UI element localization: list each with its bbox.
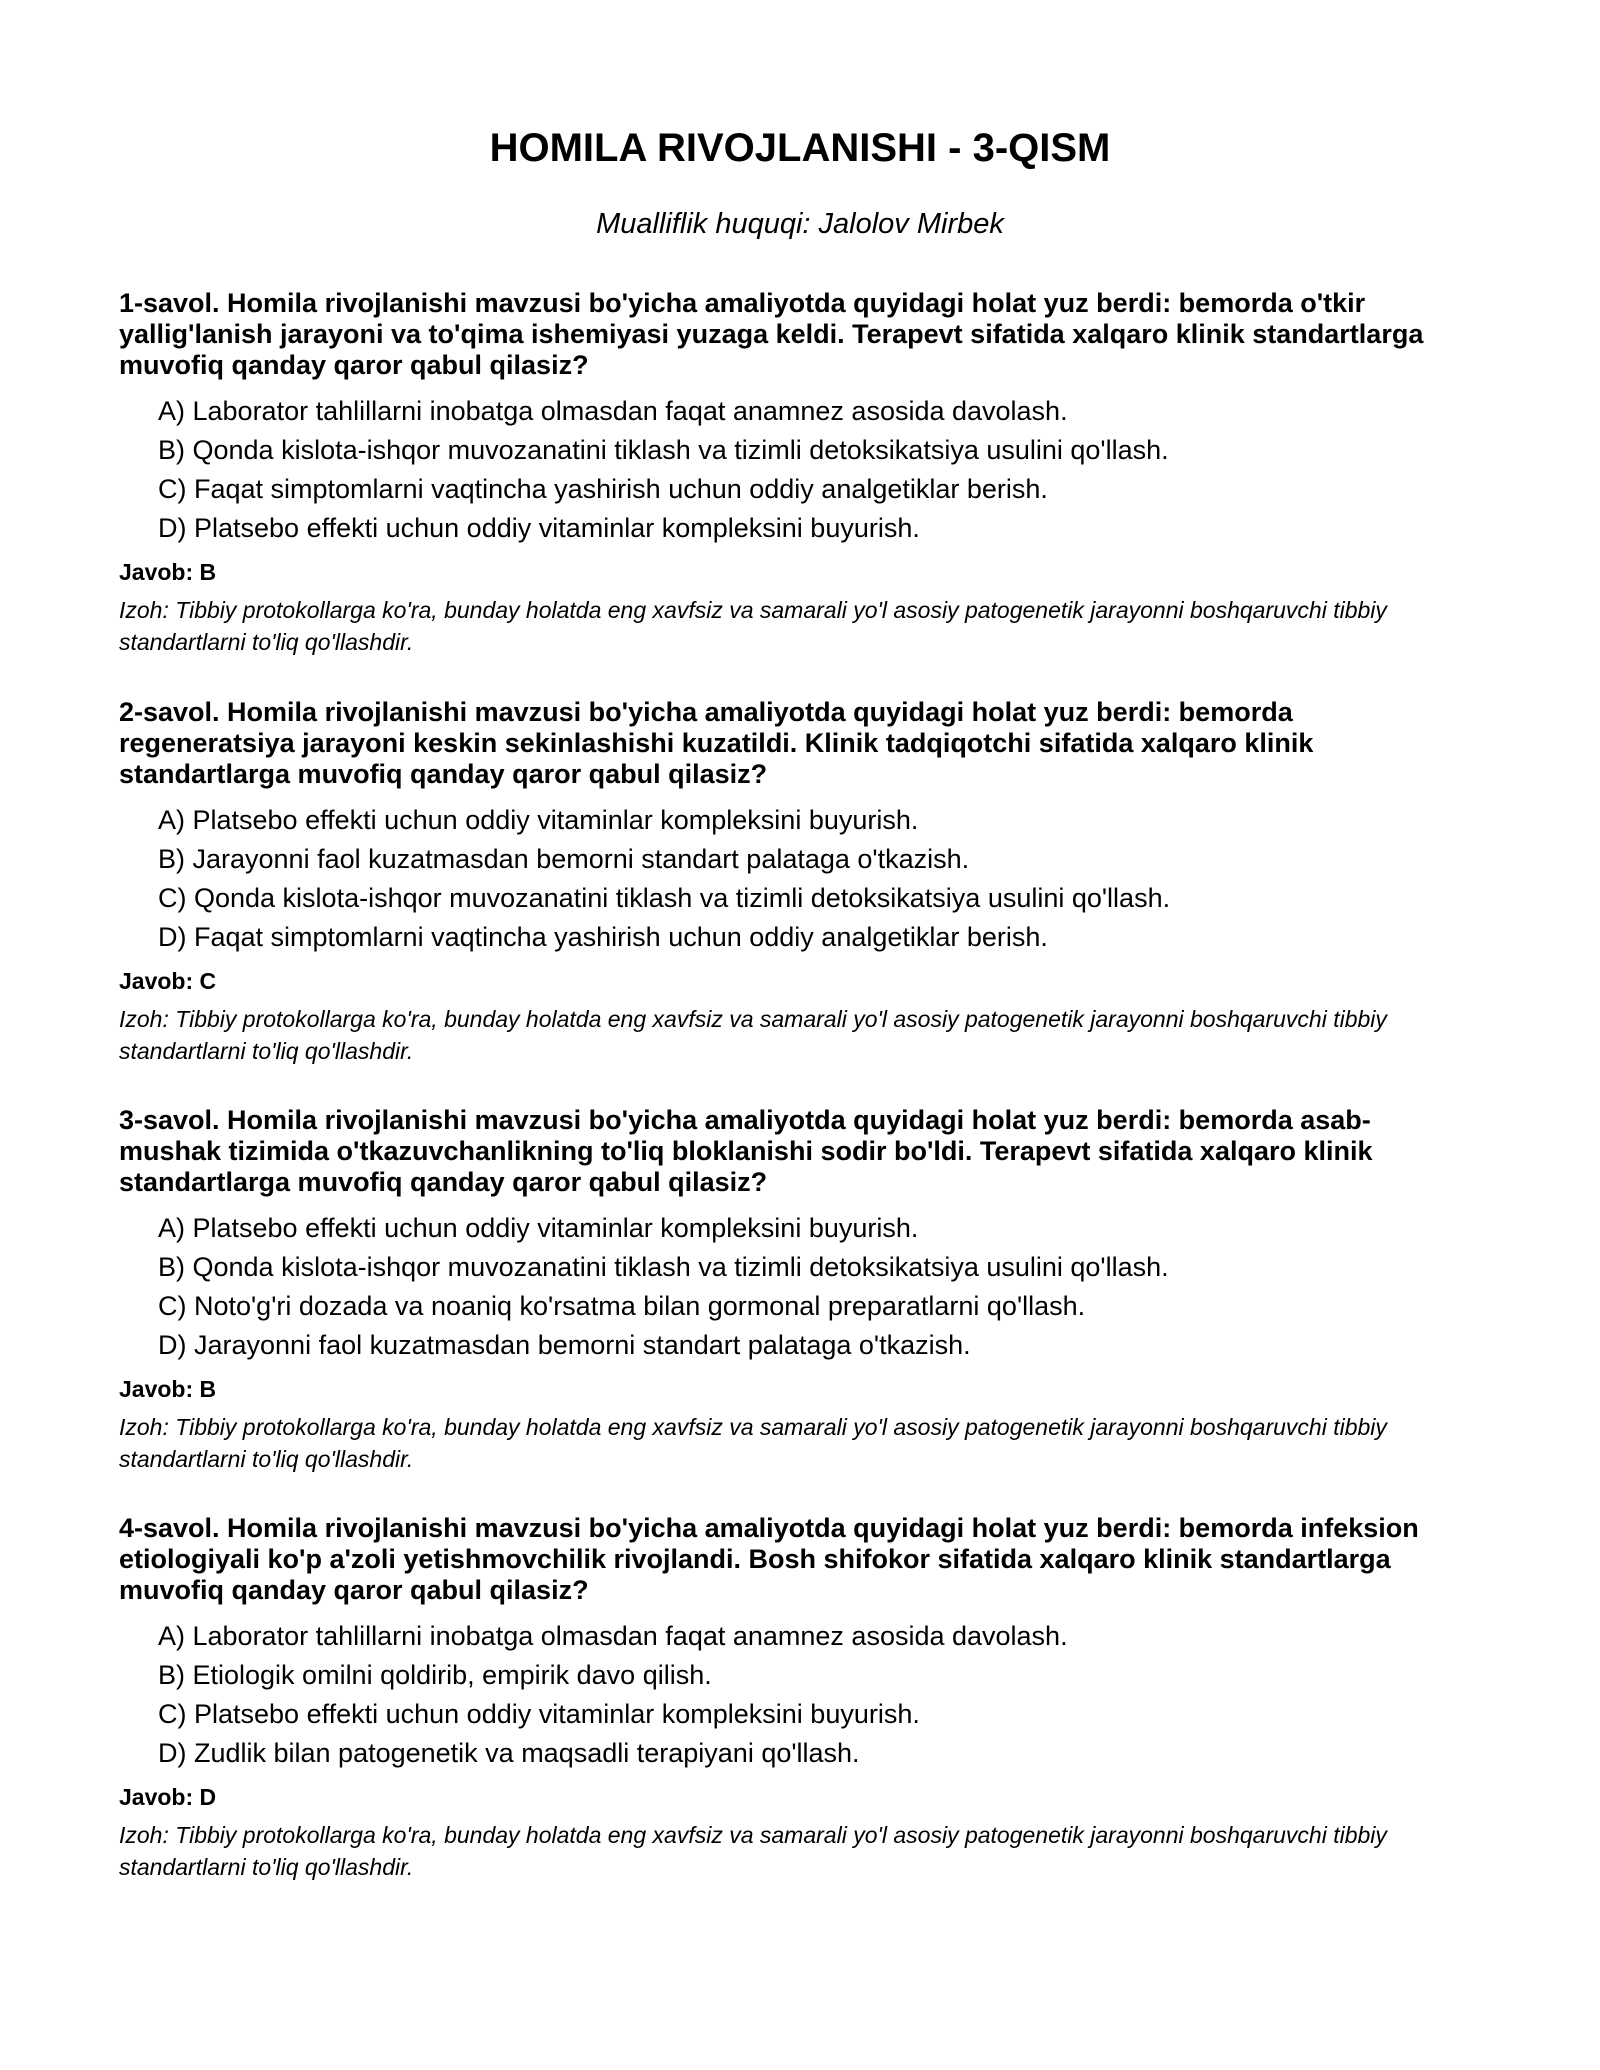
question-4 xyxy=(119,1513,1469,1883)
option-d: D) Faqat simptomlarni vaqtincha yashirish uchun oddiy analgetiklar berish. xyxy=(158,922,1048,952)
explanation: Izoh: Tibbiy protokollarga ko'ra, bunday holatda eng xavfsiz va samarali yo'l asosiy patogenetik jarayonni boshqaruvchi tibbiy standartlarni to'liq qo'llashdir. xyxy=(119,1006,1387,1064)
question-3 xyxy=(119,1105,1469,1475)
document-title: HOMILA RIVOJLANISHI - 3-QISM xyxy=(489,126,1111,170)
answer: Javob: B xyxy=(119,1376,217,1402)
document-subtitle: Mualliflik huquqi: Jalolov Mirbek xyxy=(596,208,1004,240)
option-c: C) Faqat simptomlarni vaqtincha yashirish uchun oddiy analgetiklar berish. xyxy=(158,474,1048,504)
options-list xyxy=(119,801,1469,957)
option-c: C) Qonda kislota-ishqor muvozanatini tiklash va tizimli detoksikatsiya usulini qo'llash. xyxy=(158,883,1171,913)
option-a: A) Laborator tahlillarni inobatga olmasdan faqat anamnez asosida davolash. xyxy=(158,396,1068,426)
answer: Javob: B xyxy=(119,559,217,585)
explanation: Izoh: Tibbiy protokollarga ko'ra, bunday holatda eng xavfsiz va samarali yo'l asosiy patogenetik jarayonni boshqaruvchi tibbiy standartlarni to'liq qo'llashdir. xyxy=(119,1414,1387,1472)
options-list xyxy=(119,392,1469,548)
option-a: A) Laborator tahlillarni inobatga olmasdan faqat anamnez asosida davolash. xyxy=(158,1621,1068,1651)
option-c: C) Platsebo effekti uchun oddiy vitaminlar kompleksini buyurish. xyxy=(158,1699,920,1729)
explanation: Izoh: Tibbiy protokollarga ko'ra, bunday holatda eng xavfsiz va samarali yo'l asosiy patogenetik jarayonni boshqaruvchi tibbiy standartlarni to'liq qo'llashdir. xyxy=(119,1822,1387,1880)
option-b: B) Etiologik omilni qoldirib, empirik davo qilish. xyxy=(158,1660,712,1690)
option-c: C) Noto'g'ri dozada va noaniq ko'rsatma bilan gormonal preparatlarni qo'llash. xyxy=(158,1291,1086,1321)
options-list xyxy=(119,1209,1469,1365)
option-a: A) Platsebo effekti uchun oddiy vitaminlar kompleksini buyurish. xyxy=(158,1213,919,1243)
question-1 xyxy=(119,288,1469,658)
option-b: B) Jarayonni faol kuzatmasdan bemorni standart palataga o'tkazish. xyxy=(158,844,970,874)
question-text: 2-savol. Homila rivojlanishi mavzusi bo'yicha amaliyotda quyidagi holat yuz berdi: bemorda regeneratsiya jarayoni keskin sekinlashishi kuzatildi. Klinik tadqiqotchi sifatida xalqaro klinik standartlarga muvofiq qanday qaror qabul qilasiz? xyxy=(119,697,1314,789)
option-d: D) Zudlik bilan patogenetik va maqsadli terapiyani qo'llash. xyxy=(158,1738,860,1768)
option-d: D) Jarayonni faol kuzatmasdan bemorni standart palataga o'tkazish. xyxy=(158,1330,971,1360)
options-list xyxy=(119,1617,1469,1773)
question-text: 3-savol. Homila rivojlanishi mavzusi bo'yicha amaliyotda quyidagi holat yuz berdi: bemorda asab-mushak tizimida o'tkazuvchanlikning to'liq bloklanishi sodir bo'ldi. Terapevt sifatida xalqaro klinik standartlarga muvofiq qanday qaror qabul qilasiz? xyxy=(119,1105,1373,1197)
option-b: B) Qonda kislota-ishqor muvozanatini tiklash va tizimli detoksikatsiya usulini qo'llash. xyxy=(158,435,1169,465)
question-2 xyxy=(119,697,1469,1067)
answer: Javob: D xyxy=(119,1784,217,1810)
question-text: 1-savol. Homila rivojlanishi mavzusi bo'yicha amaliyotda quyidagi holat yuz berdi: bemorda o'tkir yallig'lanish jarayoni va to'qima ishemiyasi yuzaga keldi. Terapevt sifatida xalqaro klinik standartlarga muvofiq qanday qaror qabul qilasiz? xyxy=(119,288,1424,380)
explanation: Izoh: Tibbiy protokollarga ko'ra, bunday holatda eng xavfsiz va samarali yo'l asosiy patogenetik jarayonni boshqaruvchi tibbiy standartlarni to'liq qo'llashdir. xyxy=(119,597,1387,655)
option-d: D) Platsebo effekti uchun oddiy vitaminlar kompleksini buyurish. xyxy=(158,513,920,543)
answer: Javob: C xyxy=(119,968,217,994)
question-text: 4-savol. Homila rivojlanishi mavzusi bo'yicha amaliyotda quyidagi holat yuz berdi: bemorda infeksion etiologiyali ko'p a'zoli yetishmovchilik rivojlandi. Bosh shifokor sifatida xalqaro klinik standartlarga muvofiq qanday qaror qabul qilasiz? xyxy=(119,1513,1419,1605)
option-b: B) Qonda kislota-ishqor muvozanatini tiklash va tizimli detoksikatsiya usulini qo'llash. xyxy=(158,1252,1169,1282)
option-a: A) Platsebo effekti uchun oddiy vitaminlar kompleksini buyurish. xyxy=(158,805,919,835)
